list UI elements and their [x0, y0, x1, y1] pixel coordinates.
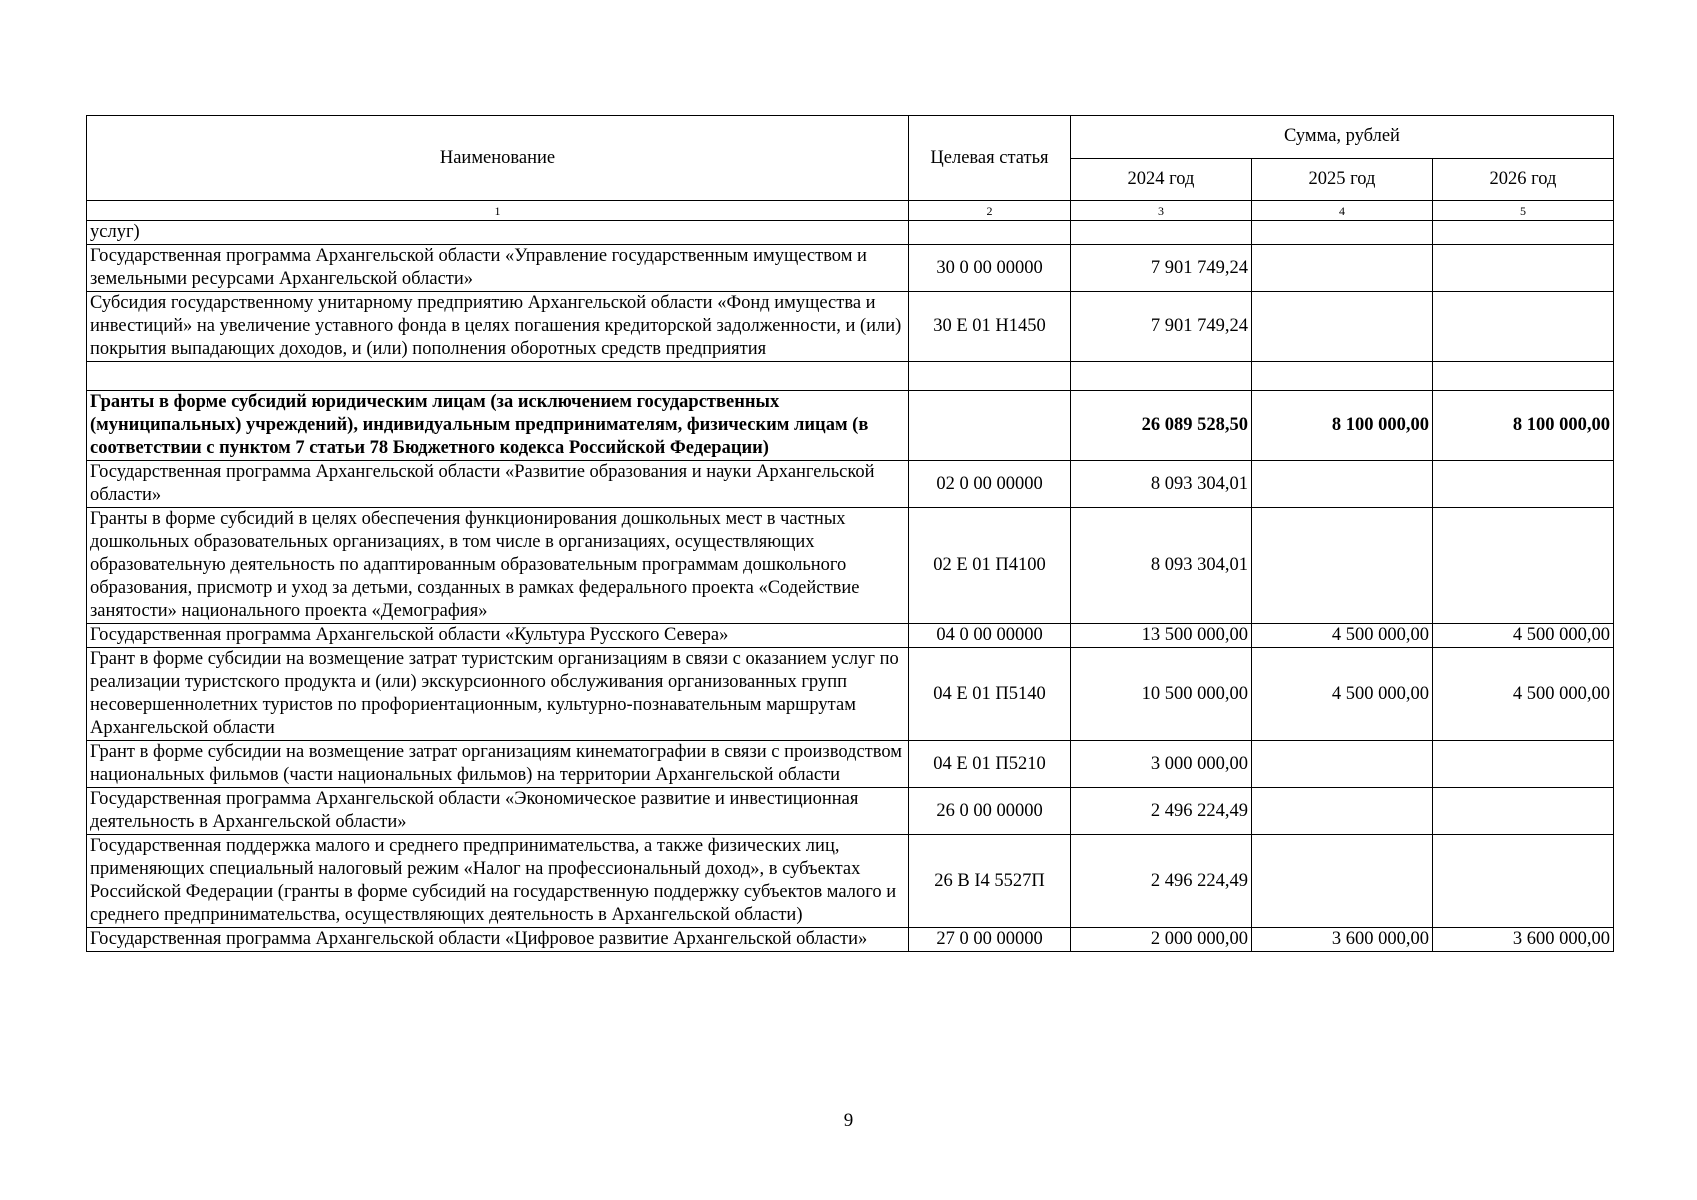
row-amount-2024: 13 500 000,00: [1071, 624, 1252, 648]
row-amount-2024: [1071, 362, 1252, 391]
row-amount-2024: 2 496 224,49: [1071, 835, 1252, 928]
row-code: 04 0 00 00000: [909, 624, 1071, 648]
row-name: Государственная поддержка малого и среднего предпринимательства, а также физических лиц, применяющих специальный налоговый режим «Налог на профессиональный доход», в субъектах Российской Федерации (гранты в форме субсидий на государственную поддержку субъектов малого и среднего предпринимательства, осуществляющих деятельность в Архангельской области): [87, 835, 909, 928]
table-row: [87, 788, 1614, 835]
table-row: [87, 624, 1614, 648]
table-row-total: [87, 391, 1614, 461]
row-amount-2026: [1433, 292, 1614, 362]
row-amount-2026: [1433, 461, 1614, 508]
row-name: Грант в форме субсидии на возмещение затрат туристским организациям в связи с оказанием услуг по реализации туристского продукта и (или) экскурсионного обслуживания организованных групп несовершеннолетних туристов по профориентационным, культурно-познавательным маршрутам Архангельской области: [87, 648, 909, 741]
row-amount-2025: 3 600 000,00: [1252, 928, 1433, 952]
row-code: [909, 362, 1071, 391]
row-name: Государственная программа Архангельской области «Развитие образования и науки Архангельской области»: [87, 461, 909, 508]
row-name: Государственная программа Архангельской области «Цифровое развитие Архангельской области»: [87, 928, 909, 952]
column-number: 2: [909, 201, 1071, 221]
row-amount-2024: 7 901 749,24: [1071, 292, 1252, 362]
table-row: [87, 245, 1614, 292]
row-amount-2025: [1252, 221, 1433, 245]
table-row-empty: [87, 362, 1614, 391]
budget-table: [86, 115, 1614, 952]
page-number: 9: [843, 1110, 854, 1131]
row-amount-2025: 8 100 000,00: [1252, 391, 1433, 461]
row-amount-2024: 3 000 000,00: [1071, 741, 1252, 788]
row-amount-2025: [1252, 835, 1433, 928]
row-amount-2024: 8 093 304,01: [1071, 508, 1252, 624]
column-number: 4: [1252, 201, 1433, 221]
row-name: [87, 362, 909, 391]
row-amount-2026: 8 100 000,00: [1433, 391, 1614, 461]
row-name: услуг): [87, 221, 909, 245]
header-sum: Сумма, рублей: [1071, 116, 1614, 159]
table-row: [87, 221, 1614, 245]
row-amount-2024: 26 089 528,50: [1071, 391, 1252, 461]
row-amount-2024: 10 500 000,00: [1071, 648, 1252, 741]
row-name: Государственная программа Архангельской области «Управление государственным имуществом и земельными ресурсами Архангельской области»: [87, 245, 909, 292]
header-year-2026: 2026 год: [1433, 158, 1614, 201]
row-amount-2024: [1071, 221, 1252, 245]
row-code: 30 0 00 00000: [909, 245, 1071, 292]
row-amount-2024: 8 093 304,01: [1071, 461, 1252, 508]
header-year-2025: 2025 год: [1252, 158, 1433, 201]
row-amount-2026: 4 500 000,00: [1433, 648, 1614, 741]
row-amount-2024: 2 000 000,00: [1071, 928, 1252, 952]
column-number-row: [87, 201, 1614, 221]
row-code: [909, 391, 1071, 461]
row-amount-2025: 4 500 000,00: [1252, 648, 1433, 741]
row-amount-2026: [1433, 245, 1614, 292]
column-number: 3: [1071, 201, 1252, 221]
table-row: [87, 928, 1614, 952]
row-code: 27 0 00 00000: [909, 928, 1071, 952]
row-code: 26 В I4 5527П: [909, 835, 1071, 928]
header-name: Наименование: [87, 116, 909, 201]
row-amount-2026: 4 500 000,00: [1433, 624, 1614, 648]
row-amount-2025: 4 500 000,00: [1252, 624, 1433, 648]
row-amount-2026: [1433, 362, 1614, 391]
table-row: [87, 835, 1614, 928]
table-body: [87, 221, 1614, 952]
row-amount-2026: 3 600 000,00: [1433, 928, 1614, 952]
row-amount-2026: [1433, 788, 1614, 835]
row-name: Субсидия государственному унитарному предприятию Архангельской области «Фонд имущества и инвестиций» на увеличение уставного фонда в целях погашения кредиторской задолженности, и (или) покрытия выпадающих доходов, и (или) пополнения оборотных средств предприятия: [87, 292, 909, 362]
row-amount-2025: [1252, 362, 1433, 391]
row-code: 02 0 00 00000: [909, 461, 1071, 508]
table-row: [87, 648, 1614, 741]
row-name: Государственная программа Архангельской области «Экономическое развитие и инвестиционная деятельность в Архангельской области»: [87, 788, 909, 835]
row-amount-2025: [1252, 741, 1433, 788]
table-row: [87, 741, 1614, 788]
row-code: [909, 221, 1071, 245]
row-code: 02 Е 01 П4100: [909, 508, 1071, 624]
table-header: [87, 116, 1614, 221]
row-amount-2026: [1433, 741, 1614, 788]
row-amount-2024: 7 901 749,24: [1071, 245, 1252, 292]
row-amount-2024: 2 496 224,49: [1071, 788, 1252, 835]
row-name: Гранты в форме субсидий юридическим лицам (за исключением государственных (муниципальных) учреждений), индивидуальным предпринимателям, физическим лицам (в соответствии с пунктом 7 статьи 78 Бюджетного кодекса Российской Федерации): [87, 391, 909, 461]
row-amount-2025: [1252, 245, 1433, 292]
row-code: 04 Е 01 П5210: [909, 741, 1071, 788]
table-row: [87, 461, 1614, 508]
row-code: 26 0 00 00000: [909, 788, 1071, 835]
row-name: Государственная программа Архангельской области «Культура Русского Севера»: [87, 624, 909, 648]
table-row: [87, 508, 1614, 624]
row-amount-2025: [1252, 508, 1433, 624]
column-number: 1: [87, 201, 909, 221]
row-amount-2026: [1433, 508, 1614, 624]
table-row: [87, 292, 1614, 362]
row-name: Гранты в форме субсидий в целях обеспечения функционирования дошкольных мест в частных дошкольных образовательных организациях, в том числе в организациях, осуществляющих образовательную деятельность по адаптированным образовательным программам дошкольного образования, присмотр и уход за детьми, созданных в рамках федерального проекта «Содействие занятости» национального проекта «Демография»: [87, 508, 909, 624]
row-code: 30 Е 01 Н1450: [909, 292, 1071, 362]
row-amount-2026: [1433, 835, 1614, 928]
row-amount-2025: [1252, 292, 1433, 362]
row-name: Грант в форме субсидии на возмещение затрат организациям кинематографии в связи с производством национальных фильмов (части национальных фильмов) на территории Архангельской области: [87, 741, 909, 788]
column-number: 5: [1433, 201, 1614, 221]
row-code: 04 Е 01 П5140: [909, 648, 1071, 741]
header-year-2024: 2024 год: [1071, 158, 1252, 201]
row-amount-2025: [1252, 788, 1433, 835]
row-amount-2026: [1433, 221, 1614, 245]
header-code: Целевая статья: [909, 116, 1071, 201]
row-amount-2025: [1252, 461, 1433, 508]
